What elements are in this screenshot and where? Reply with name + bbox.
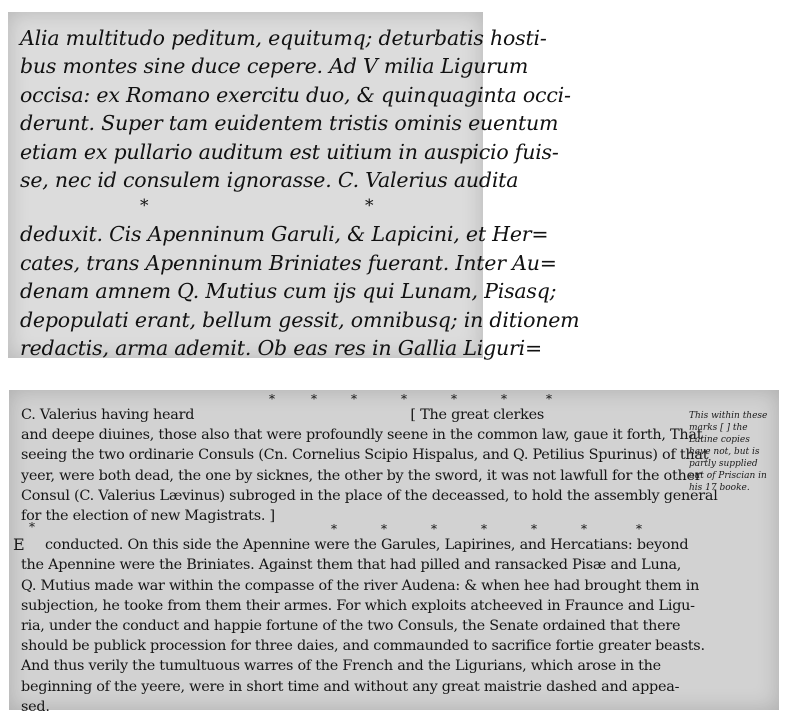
translation-line: and deepe diuines, those also that were profoundly seene in the common law, gaue it forth, That xyxy=(21,427,703,444)
translation-line: C. Valerius having heard [ The great clerkes xyxy=(21,407,545,423)
translation-line: And thus verily the tumultuous warres of the French and the Ligurians, which arose in the xyxy=(21,658,661,675)
latin-line: depopulati erant, bellum gessit, omnibusq; in ditionem xyxy=(20,307,580,332)
omission-mark: * xyxy=(451,392,457,406)
translation-line: ria, under the conduct and happie fortune of the two Consuls, the Senate ordained that there xyxy=(21,618,681,635)
translation-line: conducted. On this side the Apennine were the Garules, Lapirines, and Hercatians: beyond xyxy=(45,537,689,554)
omission-mark-row xyxy=(21,522,681,537)
translation-line: Consul (C. Valerius Lævinus) subroged in the place of the deceassed, to hold the assembly general xyxy=(21,487,718,504)
omission-mark: * xyxy=(501,392,507,406)
translation-line: beginning of the yeere, were in short time and without any great maistrie dashed and appea- xyxy=(21,678,680,695)
omission-mark: * xyxy=(481,522,487,537)
translation-line: sed. xyxy=(21,698,50,715)
translation-line: for the election of new Magistrats. ] xyxy=(21,508,275,525)
omission-mark: * xyxy=(581,522,587,537)
omission-mark: * xyxy=(546,392,552,406)
omission-mark: * xyxy=(531,522,537,537)
translation-body xyxy=(21,392,718,717)
translation-line: seeing the two ordinarie Consuls (Cn. Cornelius Scipio Hispalus, and Q. Petilius Spurinus) of that xyxy=(21,447,709,464)
latin-line: bus montes sine duce cepere. Ad V milia Ligurum xyxy=(20,54,529,79)
latin-line: redactis, arma ademit. Ob eas res in Gallia Liguri= xyxy=(20,336,542,361)
omission-mark-row xyxy=(21,392,681,406)
omission-mark: * xyxy=(636,522,642,537)
english-translation-scan xyxy=(9,390,779,715)
latin-line: Alia multitudo peditum, equitumq; deturbatis hosti- xyxy=(20,26,547,50)
latin-line: etiam ex pullario auditum est uitium in auspicio fuis- xyxy=(20,139,559,164)
omission-mark-row xyxy=(20,194,473,220)
translation-line: subjection, he tooke from them their armes. For which exploits atcheeved in Fraunce and Ligu- xyxy=(21,597,695,614)
omission-mark: * xyxy=(311,392,317,406)
translation-line: Q. Mutius made war within the compasse of the river Audena: & when hee had brought them in xyxy=(21,577,700,594)
latin-line: derunt. Super tam euidentem tristis ominis euentum xyxy=(20,111,559,136)
latin-line: deduxit. Cis Apenninum Garuli, & Lapicini, et Her= xyxy=(20,222,549,247)
latin-line: se, nec id consulem ignorasse. C. Valerius audita xyxy=(20,168,519,193)
latin-line: occisa: ex Romano exercitu duo, & quinquaginta occi- xyxy=(20,82,571,107)
latin-text-scan xyxy=(8,12,580,361)
omission-mark: * xyxy=(431,522,437,537)
margin-omission-mark: * xyxy=(29,520,35,534)
margin-letter: E xyxy=(13,535,25,554)
translation-line: yeer, were both dead, the one by sicknes, the other by the sword, it was not lawfull for the other xyxy=(21,467,702,484)
omission-mark: * xyxy=(351,392,357,406)
omission-mark: * xyxy=(140,196,149,217)
omission-mark: * xyxy=(269,392,275,406)
margin-note: This within these marks [ ] the Latine copies have not, but is partly supplied out of Priscian in his 17 booke. xyxy=(689,411,768,493)
omission-mark: * xyxy=(365,196,374,217)
omission-mark: * xyxy=(381,522,387,537)
omission-mark: * xyxy=(401,392,407,406)
translation-line: the Apennine were the Briniates. Against them that had pilled and ransacked Pisæ and Luna, xyxy=(21,557,682,574)
latin-line: cates, trans Apenninum Briniates fuerant. Inter Au= xyxy=(20,250,557,275)
omission-mark: * xyxy=(331,522,337,537)
translation-line: should be publick procession for three daies, and commaunded to sacrifice fortie greater beasts. xyxy=(21,638,705,655)
latin-line: denam amnem Q. Mutius cum ijs qui Lunam, Pisasq; xyxy=(20,279,557,304)
